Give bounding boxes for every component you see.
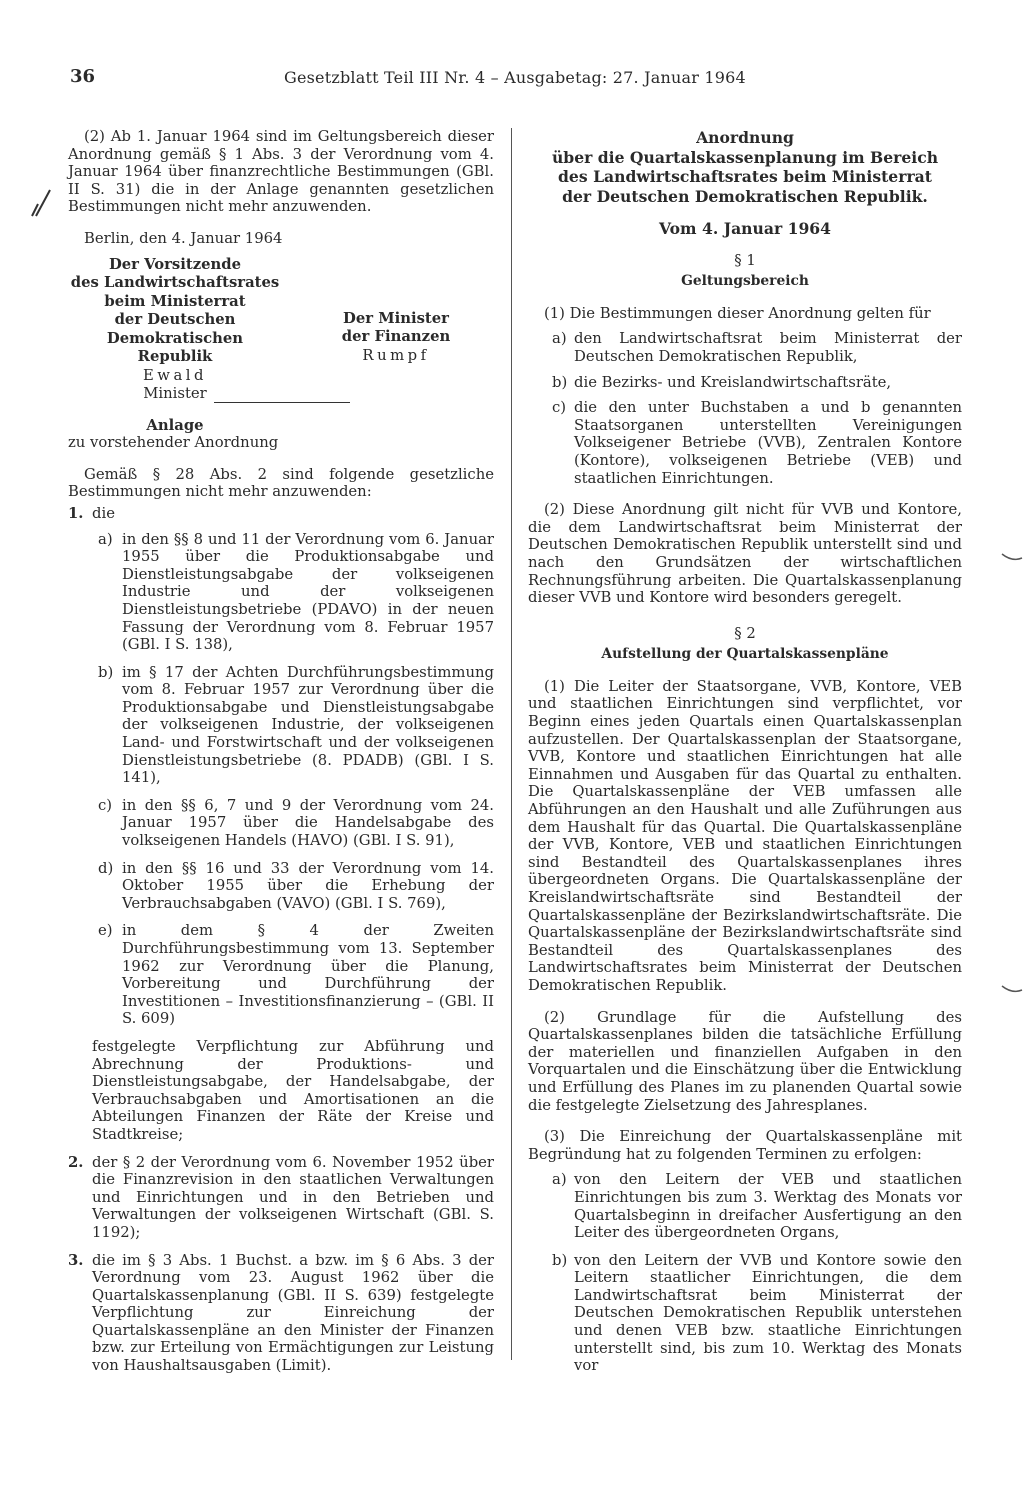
signatory-role: Demokratischen Republik (106, 329, 244, 366)
page-number: 36 (70, 66, 96, 87)
list-subitem (552, 374, 962, 392)
list-subitem-text: in den §§ 16 und 33 der Verordnung vom 14. Oktober 1955 über die Erhebung der Verbrauchsabgaben (VAVO) (GBl. I S. 769), (122, 859, 494, 912)
signatory-role: Der Vorsitzende (108, 255, 242, 273)
column-divider (511, 128, 512, 1360)
title-line: über die Quartalskassenplanung im Bereich (551, 147, 939, 167)
signature-block (68, 255, 494, 403)
list-item-text: der § 2 der Verordnung vom 6. November 1952 über die Finanzrevision in den staatlichen Verwaltungen und Einrichtungen und in den Betrieben und Verwaltungen der volkseigenen Wirtschaft (GBl. S. 1192); (92, 1153, 494, 1241)
header-title: Gesetzblatt Teil III Nr. 4 – Ausgabetag: 27. Januar 1964 (284, 68, 746, 87)
title-line: des Landwirtschaftsrates beim Ministerrat (558, 167, 932, 186)
anlage-subtitle: zu vorstehender Anordnung (68, 434, 279, 452)
title-line: der Deutschen Demokratischen Republik. (562, 186, 928, 206)
paragraph: Gemäß § 28 Abs. 2 sind folgende gesetzliche Bestimmungen nicht mehr anzuwenden: (68, 465, 494, 501)
right-column (528, 128, 962, 1375)
list-subitem-label: b) (552, 1251, 568, 1269)
list-subitem (552, 330, 962, 365)
list-subitem-text: in dem § 4 der Zweiten Durchführungsbestimmung vom 13. September 1962 zur Verordnung über die Planung, Vorbereitung und Durchführung der Investitionen – Investitionsfinanzierung – (GBl. II S. 609) (122, 922, 494, 1028)
paragraph: (1) Die Leiter der Staatsorgane, VVB, Kontore, VEB und staatlichen Einrichtungen sind verpflichtet, vor Beginn eines jeden Quartals einen Quartalskassenplan aufzustellen. Der Quartalskassenplan der Staatsorgane, VVB, Kontore und staatlichen Einrichtungen hat alle Einnahmen und Ausgaben für das Quartal zu enthalten. Die Quartalskassenpläne der VEB umfassen alle Abführungen an den Haushalt und alle Zuführungen aus dem Haushalt für das Quartal. Die Quartalskassenpläne der VVB, Kontore, VEB und staatlichen Einrichtungen sind Bestandteil des Quartalskassenplanes ihres übergeordneten Organs. Die Quartalskassenpläne der Kreislandwirtschaftsräte sind Bestandteil der Quartalskassenpläne der Bezirkslandwirtschaftsräte. Die Quartalskassenpläne der Bezirkslandwirtschaftsräte sind Bestandteil des Quartalskassenplanes des Landwirtschaftsrates beim Ministerrat der Deutschen Demokratischen Republik. (528, 677, 962, 994)
list-item-continuation: festgelegte Verpflichtung zur Abführung und Abrechnung der Produktions- und Dienstleistungsabgabe, der Handelsabgabe, der Verbrauchsabgaben und Amortisationen an die Abteilungen Finanzen der Räte der Kreise und Stadtkreise; (92, 1037, 494, 1143)
list-subitem (98, 860, 494, 913)
list-subitem-label: c) (98, 796, 113, 814)
page-header (0, 66, 1024, 96)
margin-tick-icon (1000, 550, 1024, 562)
list-subitem (552, 1171, 962, 1241)
signatory-role: der Finanzen (341, 328, 451, 346)
margin-check-mark-icon (28, 186, 54, 220)
list-subitem-label: d) (98, 859, 114, 877)
section-number: § 1 (734, 251, 756, 269)
title-line: Anordnung (696, 128, 794, 147)
list-subitem-label: a) (552, 330, 567, 348)
list-subitem (98, 797, 494, 850)
paragraph: (1) Die Bestimmungen dieser Anordnung gelten für (544, 304, 931, 322)
list-subitem-label: b) (552, 373, 568, 391)
ordinance-date: Vom 4. Januar 1964 (658, 219, 831, 238)
signatory-role: beim Ministerrat (104, 292, 246, 310)
signatory-finance-minister (326, 310, 466, 366)
margin-tick-icon (1000, 982, 1024, 994)
list-subitem-text: von den Leitern der VEB und staatlichen Einrichtungen bis zum 3. Werktag des Monats vor Quartalsbeginn in dreifacher Ausfertigung an den Leiter des übergeordneten Organs, (574, 1171, 962, 1242)
list-subitem-text: die den unter Buchstaben a und b genannten Staatsorganen unterstellten Vereinigungen Volkseigener Betriebe (VVB), Zentralen Kontore (Kontore), volkseigenen Betriebe (VEB) und staatlichen Einrichtungen. (574, 399, 962, 487)
list-subitem (98, 922, 494, 1028)
section-title: Geltungsbereich (681, 273, 809, 290)
list-item-number: 1. (68, 504, 84, 522)
list-subitem-text: von den Leitern der VVB und Kontore sowie den Leitern staatlicher Einrichtungen, die dem Landwirtschaftsrat beim Ministerrat der Deutschen Demokratischen Republik unterstehen und denen VEB bzw. staatliche Einrichtungen unterstellt sind, bis zum 10. Werktag des Monats vor (574, 1251, 962, 1375)
signatory-name: Ewald (143, 366, 207, 384)
list-item (68, 1154, 494, 1242)
list-subitem-text: die Bezirks- und Kreislandwirtschaftsräte, (574, 373, 892, 391)
list-subitem-label: a) (552, 1171, 567, 1189)
signatory-role: Der Minister (343, 309, 449, 327)
left-column (68, 128, 494, 1375)
list-subitem (98, 664, 494, 787)
list-item-number: 3. (68, 1251, 84, 1269)
list-subitem-label: e) (98, 922, 113, 940)
paragraph: (2) Grundlage für die Aufstellung des Quartalskassenplanes bilden die tatsächliche Erfüllung der materiellen und finanziellen Aufgaben in den Vorquartalen und die Einschätzung über die Entwicklung und Erfüllung des Planes im zu planenden Quartal sowie die festgelegte Zielsetzung des Jahresplanes. (528, 1008, 962, 1114)
paragraph: (2) Ab 1. Januar 1964 sind im Geltungsbereich dieser Anordnung gemäß § 1 Abs. 3 der Verordnung vom 4. Januar 1964 über finanzrechtliche Bestimmungen (GBl. II S. 31) die in der Anlage genannten gesetzlichen Bestimmungen nicht mehr anzuwenden. (68, 128, 494, 216)
list-subitem-label: a) (98, 530, 113, 548)
paragraph: (2) Diese Anordnung gilt nicht für VVB und Kontore, die dem Landwirtschaftsrat beim Ministerrat der Deutschen Demokratischen Republik unterstellt sind und nach den Grundsätzen der wirtschaftlichen Rechnungsführung arbeiten. Die Quartalskassenplanung dieser VVB und Kontore wird besonders geregelt. (528, 501, 962, 607)
list-item (68, 1252, 494, 1375)
signatory-chairman (68, 256, 282, 404)
list-subitem-text: den Landwirtschaftsrat beim Ministerrat der Deutschen Demokratischen Republik, (574, 330, 962, 365)
list-subitem-label: c) (552, 399, 567, 417)
list-subitem (552, 1252, 962, 1375)
list-item-text: die im § 3 Abs. 1 Buchst. a bzw. im § 6 Abs. 3 der Verordnung vom 23. August 1962 über die Quartalskassenplanung (GBl. II S. 639) festgelegte Verpflichtung zur Einreichung der Quartalskassenpläne an den Minister der Finanzen bzw. zur Erteilung von Ermächtigungen zur Leistung von Haushaltsausgaben (Limit). (92, 1251, 494, 1375)
list-subitem-label: b) (98, 663, 114, 681)
section-title: Aufstellung der Quartalskassenpläne (601, 646, 889, 663)
list-subitem-text: in den §§ 8 und 11 der Verordnung vom 6. Januar 1955 über die Produktionsabgabe und Dienstleistungsabgabe der volkseigenen Industrie und der volkseigenen Dienstleistungsbetriebe (PDAVO) in der neuen Fassung der Verordnung vom 8. Februar 1957 (GBl. I S. 138), (122, 530, 494, 654)
place-date: Berlin, den 4. Januar 1964 (84, 229, 283, 247)
signatory-name: Rumpf (362, 346, 430, 364)
signatory-title: Minister (143, 385, 207, 403)
list-subitem (98, 531, 494, 654)
ordinance-title (528, 128, 962, 206)
section-number: § 2 (734, 624, 756, 642)
signatory-role: der Deutschen (114, 311, 236, 329)
list-subitem-text: im § 17 der Achten Durchführungsbestimmung vom 8. Februar 1957 zur Verordnung über die Produktionsabgabe und Dienstleistungsabgabe der volkseigenen Industrie, der volkseigenen Land- und Forstwirtschaft und der volkseigenen Dienstleistungsbetriebe (8. PDADB) (GBl. I S. 141), (122, 663, 494, 787)
list-item-text: die (92, 504, 115, 522)
list-subitem-text: in den §§ 6, 7 und 9 der Verordnung vom 24. Januar 1957 über die Handelsabgabe des volkseigenen Handels (HAVO) (GBl. I S. 91), (122, 796, 494, 850)
list-item (68, 505, 494, 523)
anlage-heading: Anlage (146, 416, 204, 434)
list-subitem (552, 399, 962, 487)
paragraph: (3) Die Einreichung der Quartalskassenpläne mit Begründung hat zu folgenden Terminen zu erfolgen: (528, 1128, 962, 1163)
list-item-number: 2. (68, 1153, 84, 1171)
signatory-role: des Landwirtschaftsrates (70, 274, 280, 292)
